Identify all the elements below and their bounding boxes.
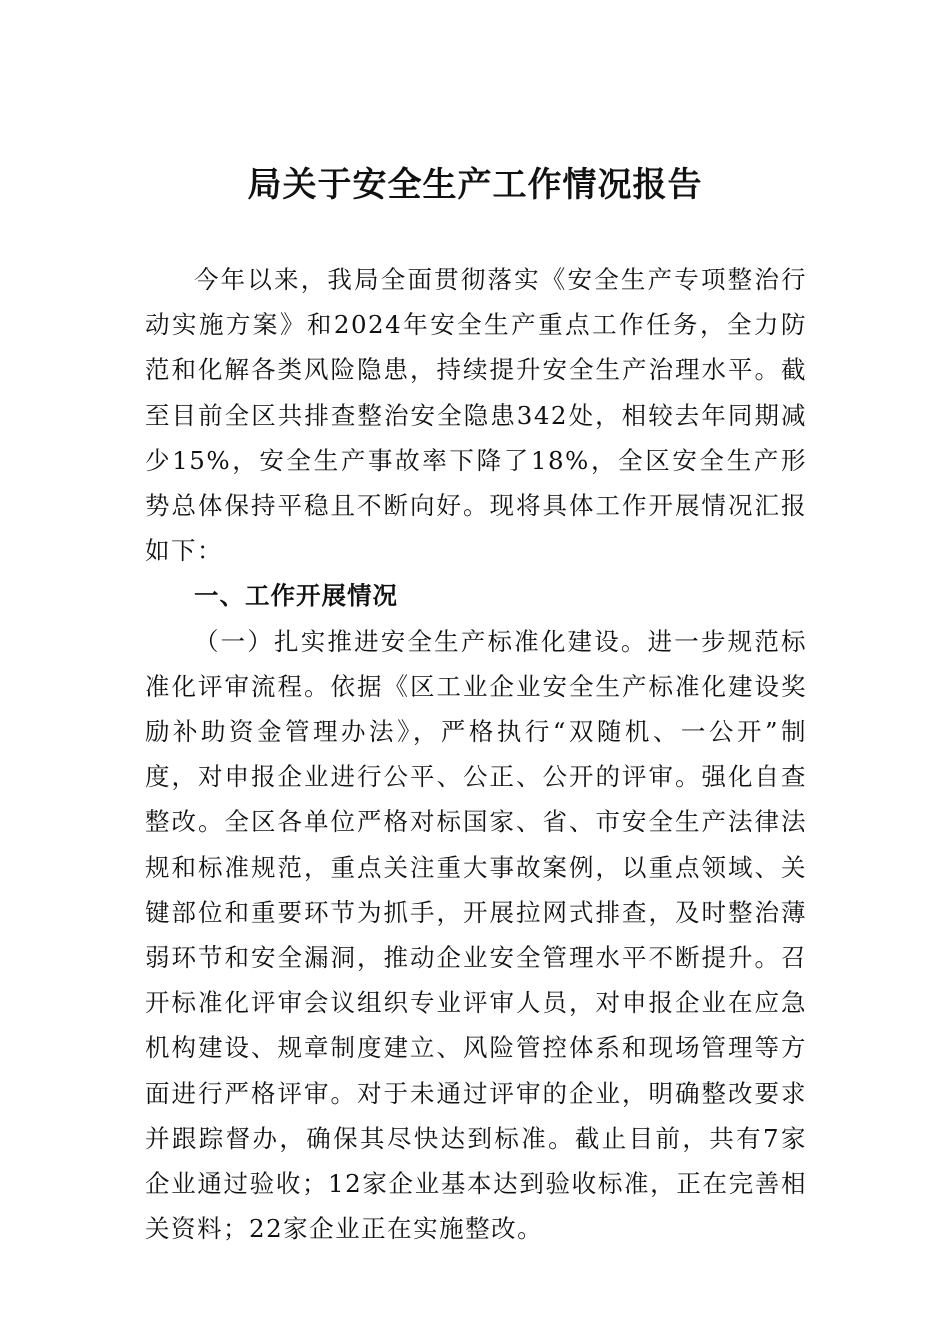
document-body bbox=[145, 257, 807, 1251]
section-paragraph: （一）扎实推进安全生产标准化建设。进一步规范标准化评审流程。依据《区工业企业安全生产标准化建设奖励补助资金管理办法》，严格执行“双随机、一公开”制度，对申报企业进行公平、公正、公开的评审。强化自查整改。全区各单位严格对标国家、省、市安全生产法律法规和标准规范，重点关注重大事故案例，以重点领域、关键部位和重要环节为抓手，开展拉网式排查，及时整治薄弱环节和安全漏洞，推动企业安全管理水平不断提升。召开标准化评审会议组织专业评审人员，对申报企业在应急机构建设、规章制度建立、风险管控体系和现场管理等方面进行严格评审。对于未通过评审的企业，明确整改要求并跟踪督办，确保其尽快达到标准。截止目前，共有7家企业通过验收；12家企业基本达到验收标准，正在完善相关资料；22家企业正在实施整改。 bbox=[145, 626, 807, 1244]
section-heading: 一、工作开展情况 bbox=[194, 581, 398, 611]
intro-paragraph: 今年以来，我局全面贯彻落实《安全生产专项整治行动实施方案》和2024年安全生产重点工作任务，全力防范和化解各类风险隐患，持续提升安全生产治理水平。截至目前全区共排查整治安全隐患342处，相较去年同期减少15%，安全生产事故率下降了18%，全区安全生产形势总体保持平稳且不断向好。现将具体工作开展情况汇报如下： bbox=[145, 265, 807, 566]
document-title: 局关于安全生产工作情况报告 bbox=[247, 165, 703, 205]
